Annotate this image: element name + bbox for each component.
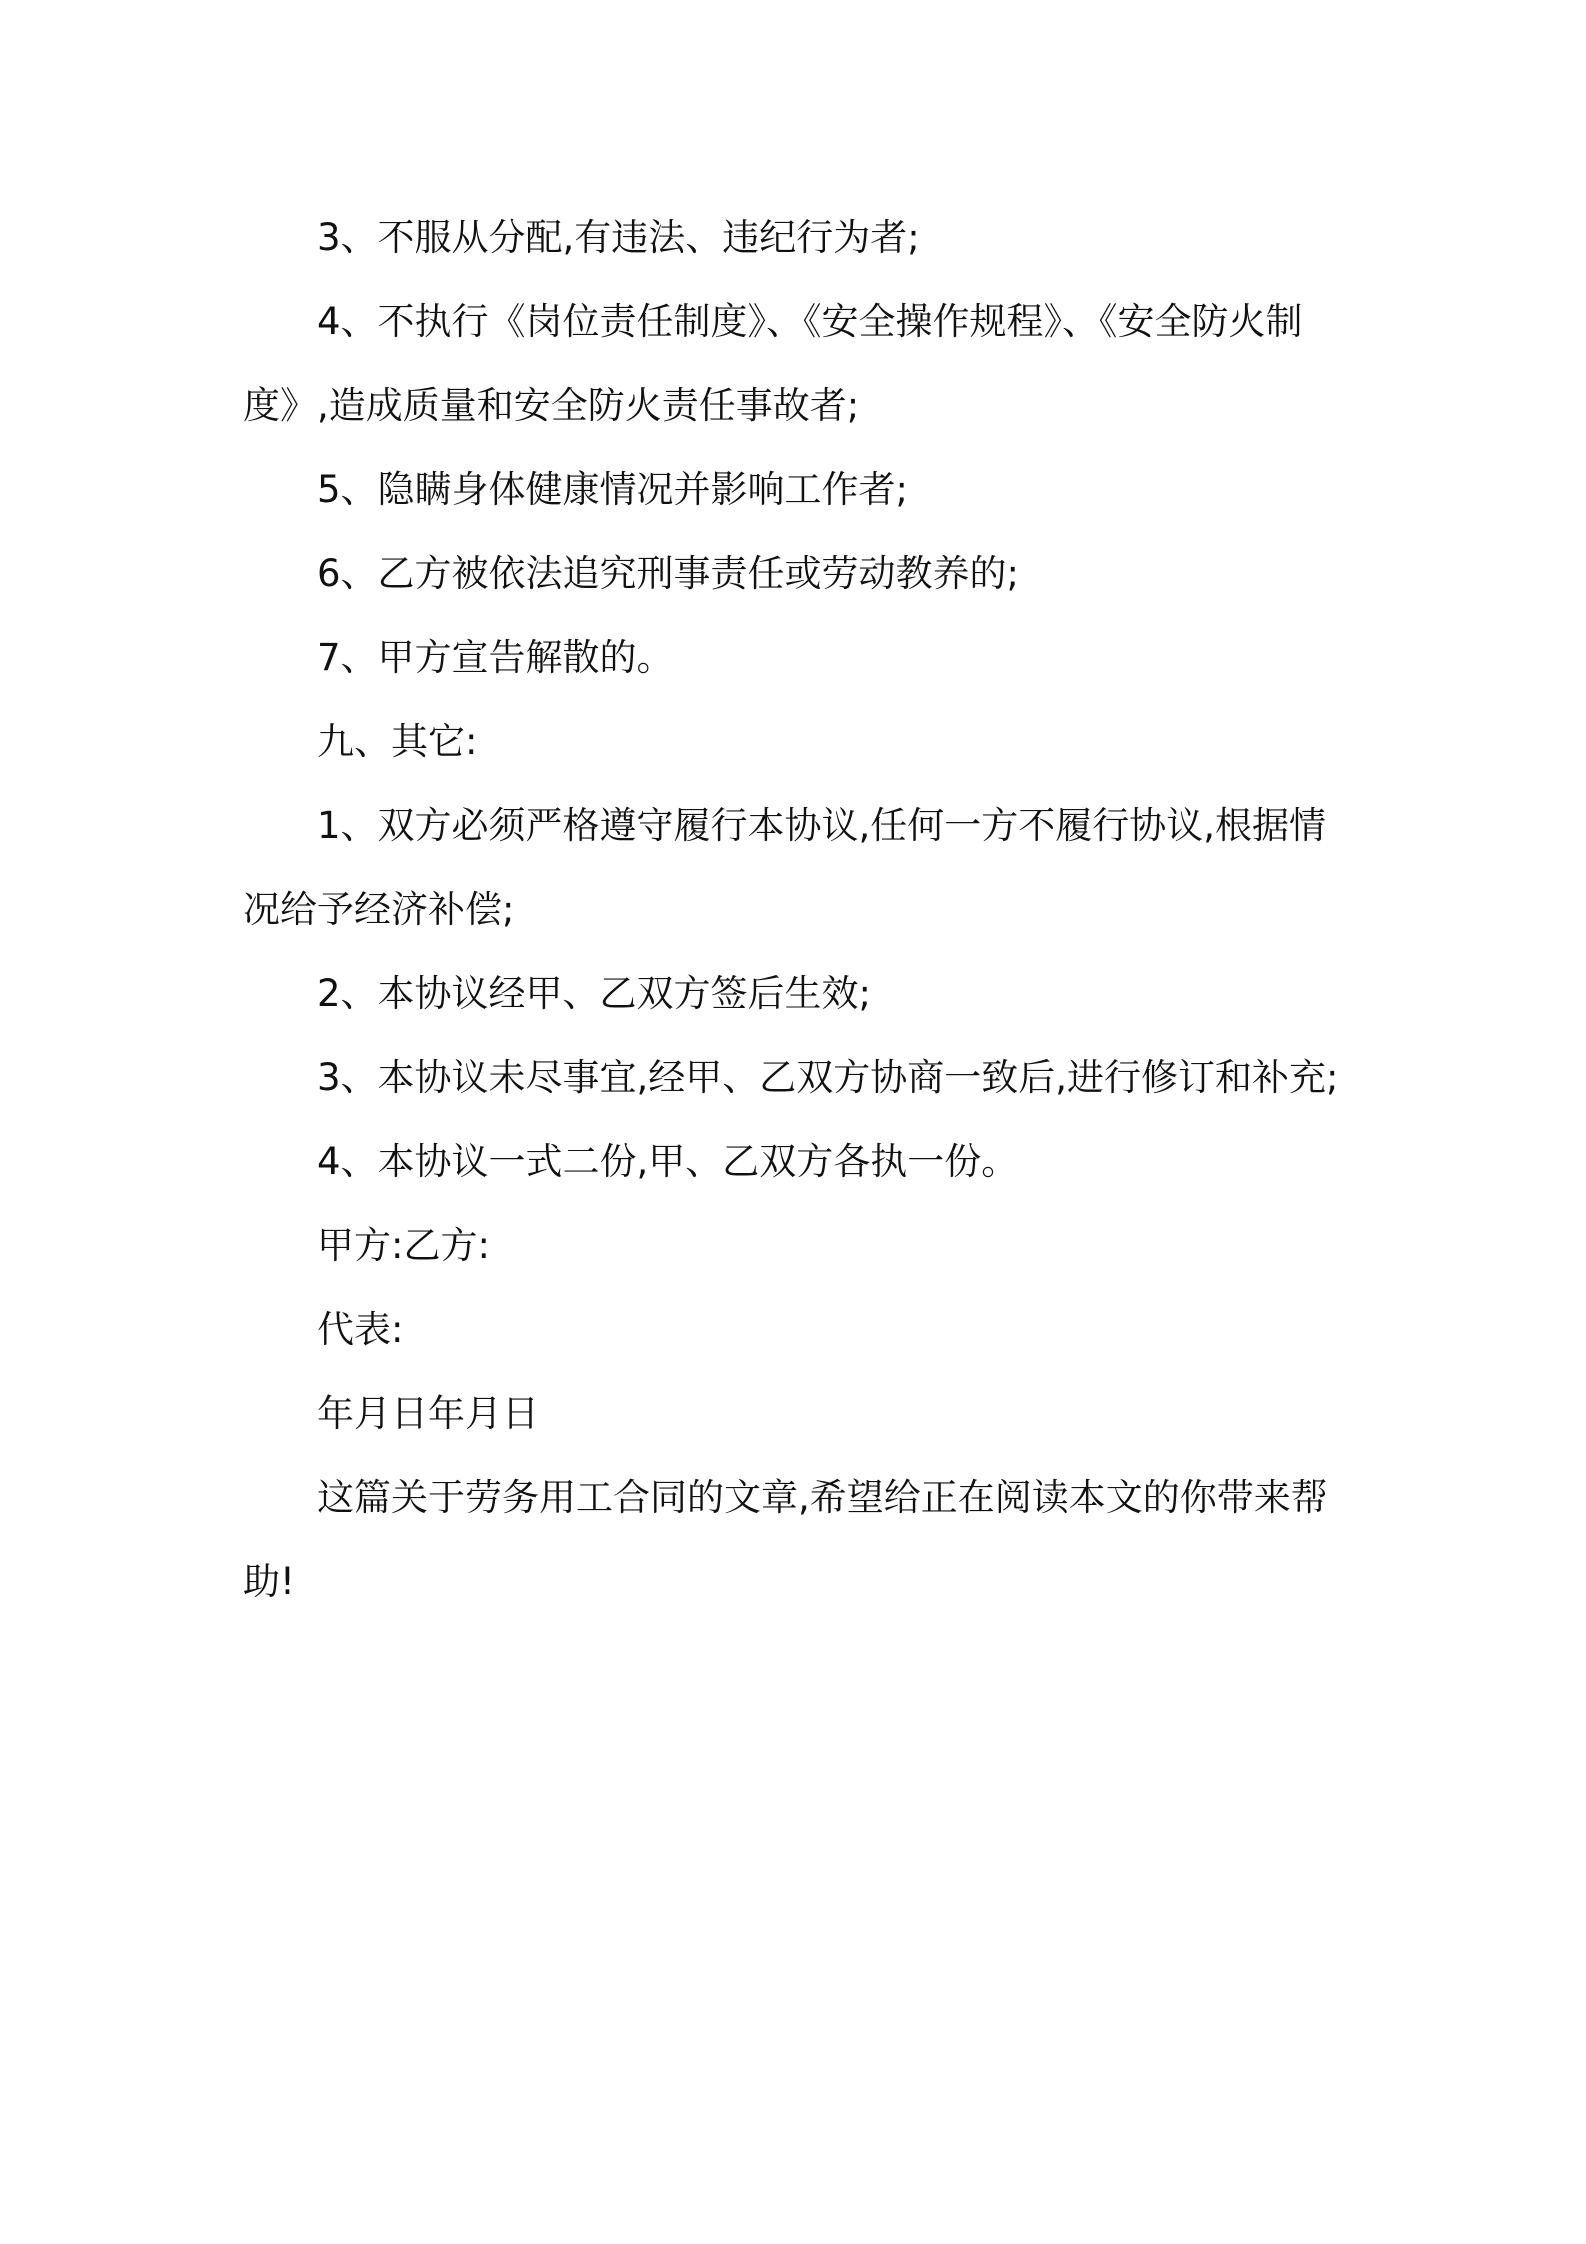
document-body (243, 196, 1353, 1624)
clause-6-paragraph: 6、乙方被依法追究刑事责任或劳动教养的; (317, 552, 1020, 595)
clause-4-paragraph: 4、不执行《岗位责任制度》、《安全操作规程》、《安全防火制度》,造成质量和安全防火责任事故者; (243, 300, 1303, 427)
representative-line: 代表: (317, 1308, 404, 1351)
other-clause-4-paragraph: 4、本协议一式二份,甲、乙双方各执一份。 (317, 1140, 1019, 1183)
closing-paragraph: 这篇关于劳务用工合同的文章,希望给正在阅读本文的你带来帮助! (243, 1476, 1328, 1603)
other-clause-2-paragraph: 2、本协议经甲、乙双方签后生效; (317, 972, 872, 1015)
date-line: 年月日年月日 (317, 1392, 539, 1435)
clause-7-paragraph: 7、甲方宣告解散的。 (317, 636, 674, 679)
clause-5-paragraph: 5、隐瞒身体健康情况并影响工作者; (317, 468, 909, 511)
other-clause-1-paragraph: 1、双方必须严格遵守履行本协议,任何一方不履行协议,根据情况给予经济补偿; (243, 804, 1327, 931)
clause-3-paragraph: 3、不服从分配,有违法、违纪行为者; (317, 216, 920, 259)
other-clause-3-paragraph: 3、本协议未尽事宜,经甲、乙双方协商一致后,进行修订和补充; (317, 1056, 1339, 1099)
section-nine-heading: 九、其它: (317, 720, 478, 763)
party-signature-line: 甲方:乙方: (317, 1224, 490, 1267)
